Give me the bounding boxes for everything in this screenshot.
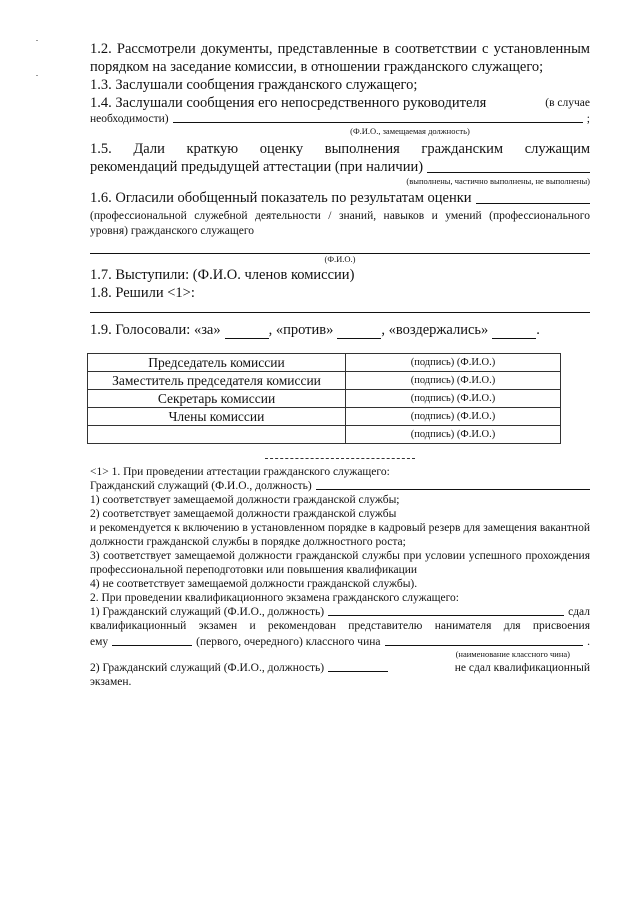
paragraph-1-6-text: 1.6. Огласили обобщенный показатель по результатам оценки bbox=[90, 190, 472, 206]
footnote-line bbox=[90, 605, 590, 619]
footnote-line: 4) не соответствует замещаемой должности гражданской службы). bbox=[90, 578, 418, 590]
paragraph-1-5: 1.5. Дали краткую оценку выполнения гражданским служащим bbox=[90, 141, 590, 157]
paragraph-1-5-line bbox=[90, 158, 590, 176]
caption: (наименование классного чина) bbox=[455, 649, 570, 659]
paragraph-1-7: 1.7. Выступили: (Ф.И.О. членов комиссии) bbox=[90, 267, 355, 283]
blank-field[interactable] bbox=[173, 122, 583, 123]
signature-row bbox=[88, 408, 561, 426]
paragraph-1-4-text: 1.4. Заслушали сообщения его непосредственного руководителя bbox=[90, 95, 487, 111]
paragraph-1-4-text: ; bbox=[586, 113, 590, 125]
paragraph-1-9 bbox=[90, 321, 590, 339]
footnote-text: не сдал квалификационный bbox=[454, 662, 590, 674]
paragraph-1-8: 1.8. Решили <1>: bbox=[90, 285, 195, 301]
signature-field[interactable]: (подпись) (Ф.И.О.) bbox=[346, 426, 561, 444]
blank-field[interactable] bbox=[385, 645, 584, 646]
caption: (выполнены, частично выполнены, не выполнены) bbox=[406, 176, 590, 186]
signature-row bbox=[88, 390, 561, 408]
footnote-line bbox=[90, 659, 590, 675]
blank-field-against[interactable] bbox=[337, 326, 381, 339]
caption: (Ф.И.О., замещаемая должность) bbox=[350, 126, 470, 136]
footnote-text: (первого, очередного) классного чина bbox=[196, 636, 381, 648]
footnote-line: 1) соответствует замещаемой должности гражданской службы; bbox=[90, 494, 400, 506]
document-page bbox=[90, 40, 590, 689]
blank-field[interactable] bbox=[476, 203, 590, 204]
footnote-text: Гражданский служащий (Ф.И.О., должность) bbox=[90, 480, 312, 492]
footnote-text: 2) Гражданский служащий (Ф.И.О., должность) bbox=[90, 662, 325, 674]
paragraph-1-2: 1.2. Рассмотрели документы, представленные в соответствии с установленным порядком на заседание комиссии, в отношении гражданского служащего; bbox=[90, 41, 590, 75]
paragraph-1-4 bbox=[90, 94, 590, 112]
signature-row bbox=[88, 354, 561, 372]
blank-field-abstain[interactable] bbox=[492, 326, 536, 339]
paragraph-1-4-text: необходимости) bbox=[90, 113, 169, 125]
paragraph-1-4-note: (в случае bbox=[545, 97, 590, 109]
signature-field[interactable]: (подпись) (Ф.И.О.) bbox=[346, 390, 561, 408]
footnote-line: <1> 1. При проведении аттестации гражданского служащего: bbox=[90, 466, 390, 478]
footnote-line: квалификационный экзамен и рекомендован представителю нанимателя для присвоения bbox=[90, 620, 590, 632]
blank-field[interactable] bbox=[112, 633, 192, 646]
paragraph-1-5-text: рекомендаций предыдущей аттестации (при наличии) bbox=[90, 159, 424, 175]
footnote-text: ему bbox=[90, 636, 109, 648]
footnote-line: 3) соответствует замещаемой должности гражданской службы при условии успешного прохождения профессиональной переподготовки или повышения квалификации bbox=[90, 550, 590, 576]
signature-row bbox=[88, 372, 561, 390]
signature-table bbox=[87, 353, 561, 444]
footnote-text: . bbox=[587, 636, 590, 648]
paragraph-1-9-text: , «против» bbox=[268, 322, 334, 338]
blank-field[interactable] bbox=[90, 302, 590, 313]
footnote-line bbox=[90, 633, 590, 649]
paragraph-1-6 bbox=[90, 189, 590, 207]
caption: (Ф.И.О.) bbox=[324, 254, 356, 264]
paragraph-1-6-detail: (профессиональной служебной деятельности / знаний, навыков и умений (профессионального уровня) гражданского служащего bbox=[90, 210, 590, 237]
margin-mark bbox=[36, 40, 38, 41]
blank-field[interactable] bbox=[328, 615, 564, 616]
signature-role: Члены комиссии bbox=[88, 408, 346, 426]
signature-field[interactable]: (подпись) (Ф.И.О.) bbox=[346, 408, 561, 426]
footnote-line: экзамен. bbox=[90, 676, 132, 688]
footnote-line bbox=[90, 479, 590, 493]
paragraph-1-9-text: . bbox=[536, 322, 540, 338]
footnote-separator bbox=[265, 458, 415, 459]
blank-field[interactable] bbox=[316, 489, 590, 490]
footnote-text: 1) Гражданский служащий (Ф.И.О., должность) bbox=[90, 606, 325, 618]
footnote-line: 2) соответствует замещаемой должности гражданской службы bbox=[90, 508, 397, 520]
footnote-line: и рекомендуется к включению в установленном порядке в кадровый резерв для замещения вакантной должности гражданской службы в порядке должностного роста; bbox=[90, 522, 590, 548]
footnote-line: 2. При проведении квалификационного экзамена гражданского служащего: bbox=[90, 592, 460, 604]
signature-field[interactable]: (подпись) (Ф.И.О.) bbox=[346, 354, 561, 372]
paragraph-1-9-text: , «воздержались» bbox=[381, 322, 489, 338]
paragraph-1-4-line bbox=[90, 112, 590, 126]
blank-field[interactable] bbox=[90, 239, 590, 254]
signature-role bbox=[88, 426, 346, 444]
signature-row bbox=[88, 426, 561, 444]
margin-mark bbox=[36, 75, 38, 76]
footnote-text: сдал bbox=[568, 606, 590, 618]
blank-field[interactable] bbox=[427, 172, 590, 173]
blank-field[interactable] bbox=[328, 659, 388, 672]
blank-field-for[interactable] bbox=[225, 326, 269, 339]
signature-role: Секретарь комиссии bbox=[88, 390, 346, 408]
signature-field[interactable]: (подпись) (Ф.И.О.) bbox=[346, 372, 561, 390]
signature-role: Председатель комиссии bbox=[88, 354, 346, 372]
paragraph-1-3: 1.3. Заслушали сообщения гражданского служащего; bbox=[90, 77, 418, 93]
signature-role: Заместитель председателя комиссии bbox=[88, 372, 346, 390]
paragraph-1-9-text: 1.9. Голосовали: «за» bbox=[90, 322, 221, 338]
